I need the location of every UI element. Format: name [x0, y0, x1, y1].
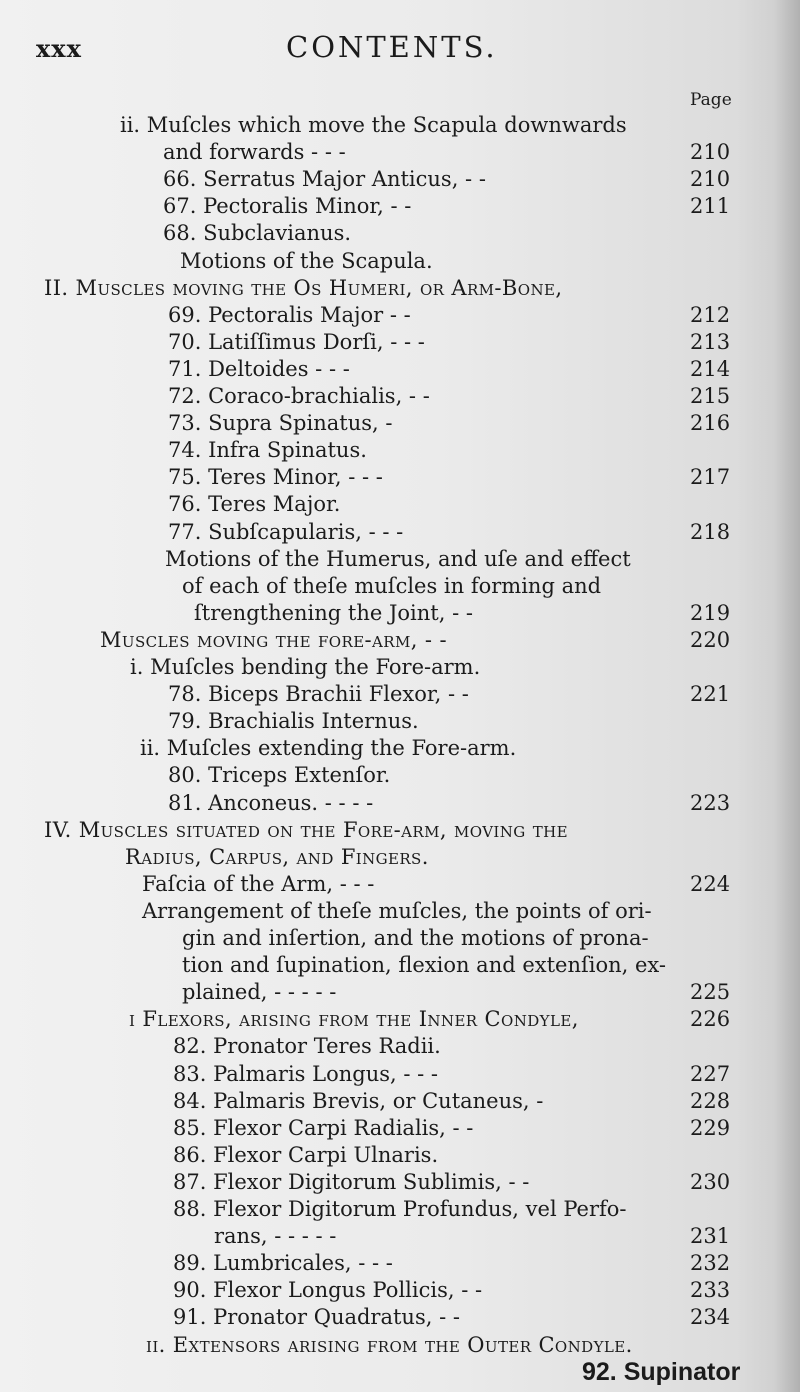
entry-text: 91. Pronator Quadratus, - -: [173, 1305, 460, 1330]
entry-page-number: 224: [690, 871, 731, 896]
entry-text: 88. Flexor Digitorum Profundus, vel Perfo-: [173, 1197, 627, 1221]
contents-entry: [0, 571, 800, 601]
entry-text: and forwards - - -: [163, 140, 346, 165]
contents-entry: [0, 191, 800, 221]
contents-entry: [0, 706, 800, 736]
contents-entry: [0, 517, 800, 547]
contents-entry: [0, 950, 800, 980]
contents-entry: [0, 869, 800, 899]
contents-entry: [0, 354, 800, 384]
entry-text: 87. Flexor Digitorum Sublimis, - -: [173, 1169, 530, 1194]
contents-entry: [0, 1059, 800, 1089]
contents-entry: [0, 1248, 800, 1278]
entry-text: 84. Palmaris Brevis, or Cutaneus, -: [173, 1088, 544, 1113]
entry-text: 71. Deltoides - - -: [168, 356, 350, 381]
contents-entry: [0, 1302, 800, 1332]
entry-page-number: 231: [690, 1224, 731, 1249]
contents-entry: [0, 1167, 800, 1197]
entry-text: gin and inſertion, and the motions of prona-: [182, 926, 649, 950]
entry-page-number: 234: [690, 1305, 731, 1330]
contents-entry: [0, 1194, 800, 1224]
contents-entry: [0, 300, 800, 330]
contents-entry: [0, 625, 800, 655]
entry-text: 86. Flexor Carpi Ulnaris.: [173, 1142, 439, 1167]
contents-entry: [0, 246, 800, 276]
contents-entry: [0, 1275, 800, 1305]
page-gutter-shadow: [774, 0, 800, 1392]
contents-entry: [0, 1031, 800, 1061]
entry-text: 78. Biceps Brachii Flexor, - -: [168, 682, 469, 707]
contents-entry: [0, 923, 800, 953]
entry-text: ii. Muſcles extending the Fore-arm.: [140, 736, 517, 761]
contents-entry: [0, 435, 800, 465]
contents-entry: [0, 815, 800, 845]
entry-page-number: 229: [690, 1115, 731, 1140]
contents-entry: [0, 327, 800, 357]
entry-text: 79. Brachialis Internus.: [168, 709, 419, 734]
contents-entry: [0, 1086, 800, 1116]
entry-text: IV. Muscles situated on the Fore-arm, moving the: [44, 817, 568, 842]
contents-entry: [0, 164, 800, 194]
entry-text: 75. Teres Minor, - - -: [168, 465, 383, 490]
contents-entry: [0, 1330, 800, 1360]
contents-entry: [0, 1140, 800, 1170]
entry-text: 85. Flexor Carpi Radialis, - -: [173, 1115, 474, 1140]
entry-text: 69. Pectoralis Major - -: [168, 302, 411, 327]
entry-page-number: 221: [690, 682, 731, 707]
contents-entry: [0, 544, 800, 574]
entry-text: 81. Anconeus. - - - -: [168, 790, 374, 815]
entry-text: 68. Subclavianus.: [163, 221, 352, 246]
entry-text: ii. Muſcles which move the Scapula downwards: [120, 113, 627, 137]
entry-text: Motions of the Humerus, and uſe and effect: [165, 546, 631, 571]
contents-entry: [0, 652, 800, 682]
contents-entry: [0, 1221, 800, 1251]
entry-text: 82. Pronator Teres Radii.: [173, 1034, 441, 1059]
entry-text: 70. Latiſſimus Dorſi, - - -: [168, 329, 425, 354]
entry-page-number: 220: [690, 627, 731, 652]
entry-text: 83. Palmaris Longus, - - -: [173, 1061, 438, 1086]
entry-page-number: 226: [690, 1007, 731, 1032]
entry-text: Arrangement of theſe muſcles, the points of ori-: [142, 898, 652, 923]
entry-page-number: 211: [690, 194, 731, 219]
contents-entry: [0, 598, 800, 628]
entry-page-number: 225: [690, 980, 731, 1005]
entry-page-number: 219: [690, 600, 731, 625]
entry-text: tion and ſupination, flexion and extenſion, ex-: [182, 953, 667, 978]
contents-entry: [0, 110, 800, 140]
page-column-label: Page: [690, 90, 732, 110]
entry-page-number: 213: [690, 329, 731, 354]
entry-text: 66. Serratus Major Anticus, - -: [163, 167, 486, 192]
entry-text: Radius, Carpus, and Fingers.: [125, 844, 429, 869]
contents-entry: [0, 137, 800, 167]
entry-text: Motions of the Scapula.: [180, 248, 433, 273]
entry-page-number: 210: [690, 167, 731, 192]
contents-entry: [0, 1113, 800, 1143]
entry-text: ſtrengthening the Joint, - -: [194, 600, 473, 625]
entry-text: i Flexors, ariſing from the Inner Condyle,: [129, 1007, 579, 1032]
entry-text: Muscles moving the fore-arm, - -: [100, 627, 447, 652]
entry-text: rans, - - - - -: [214, 1224, 337, 1249]
page-folio: xxx: [36, 34, 82, 63]
entry-text: 67. Pectoralis Minor, - -: [163, 194, 412, 219]
contents-entry: [0, 679, 800, 709]
entry-page-number: 218: [690, 519, 731, 544]
entry-text: of each of theſe muſcles in forming and: [182, 573, 602, 598]
contents-entry: [0, 788, 800, 818]
entry-page-number: 233: [690, 1278, 731, 1303]
contents-entry: [0, 896, 800, 926]
entry-page-number: 223: [690, 790, 731, 815]
contents-entry: [0, 273, 800, 303]
entry-text: 90. Flexor Longus Pollicis, - -: [173, 1278, 483, 1303]
entry-text: 73. Supra Spinatus, -: [168, 411, 393, 436]
contents-entry: [0, 381, 800, 411]
entry-text: 76. Teres Major.: [168, 492, 341, 517]
entry-page-number: 214: [690, 356, 731, 381]
entry-text: plained, - - - - -: [182, 980, 337, 1005]
entry-text: 72. Coraco-brachialis, - -: [168, 384, 430, 408]
contents-entry: [0, 760, 800, 790]
entry-page-number: 215: [690, 384, 731, 408]
entry-text: ii. Extensors ariſing from the Outer Condyle.: [146, 1332, 633, 1357]
entry-text: II. Muscles moving the Os Humeri, or Arm-Bone,: [44, 275, 563, 300]
catchword: 92. Supinator: [582, 1358, 741, 1386]
entry-text: i. Muſcles bending the Fore-arm.: [130, 655, 481, 679]
page-title: CONTENTS.: [286, 30, 498, 64]
contents-entry: [0, 842, 800, 872]
entry-page-number: 210: [690, 140, 731, 165]
entry-text: 80. Triceps Extenſor.: [168, 763, 391, 788]
entry-page-number: 230: [690, 1169, 731, 1194]
entry-text: 89. Lumbricales, - - -: [173, 1251, 393, 1276]
contents-entry: [0, 1004, 800, 1034]
entry-page-number: 217: [690, 465, 731, 490]
contents-entry: [0, 462, 800, 492]
entry-text: 74. Infra Spinatus.: [168, 438, 367, 463]
entry-page-number: 216: [690, 411, 731, 436]
entry-text: Faſcia of the Arm, - - -: [142, 871, 375, 896]
entry-page-number: 227: [690, 1061, 731, 1086]
entry-page-number: 228: [690, 1088, 731, 1113]
contents-entry: [0, 977, 800, 1007]
entry-page-number: 232: [690, 1251, 731, 1276]
contents-entry: [0, 218, 800, 248]
entry-text: 77. Subſcapularis, - - -: [168, 519, 404, 544]
entry-page-number: 212: [690, 302, 731, 327]
contents-entry: [0, 489, 800, 519]
contents-entry: [0, 408, 800, 438]
contents-entry: [0, 733, 800, 763]
